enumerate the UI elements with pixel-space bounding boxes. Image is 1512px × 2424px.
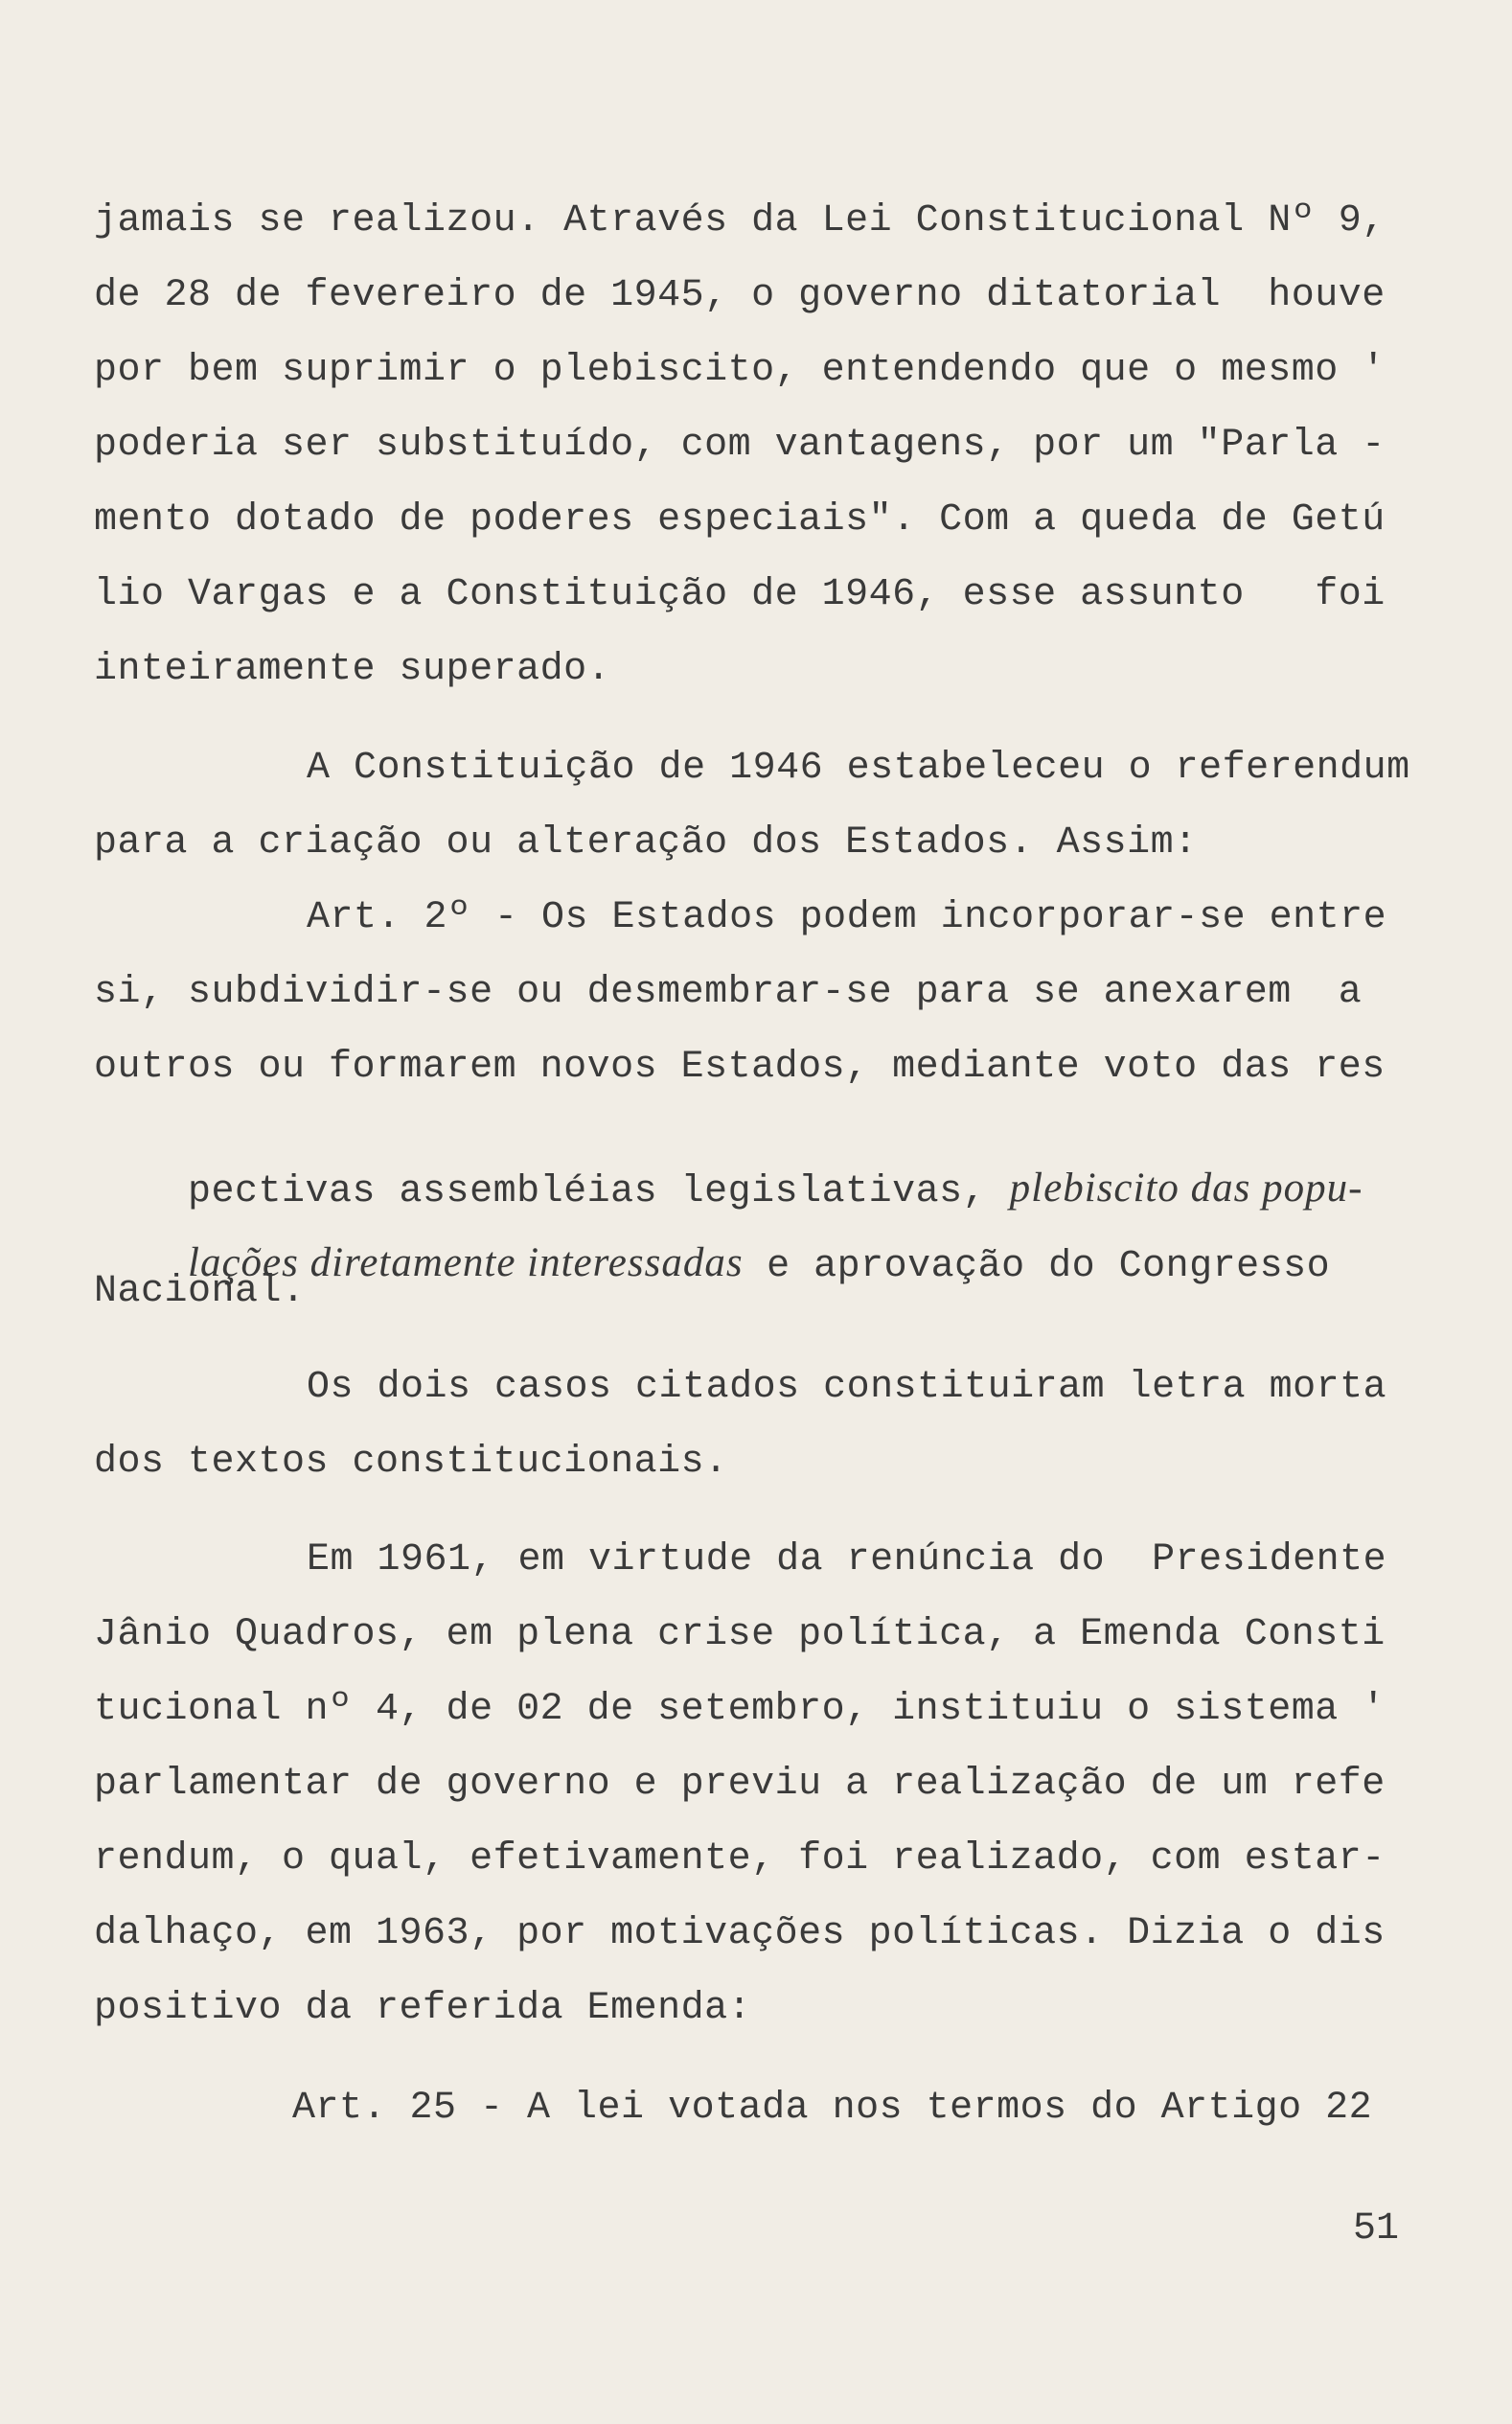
text-line: positivo da referida Emenda:: [94, 1987, 752, 2030]
text-line: Nacional.: [94, 1270, 306, 1313]
text-span: pectivas assembléias legislativas,: [188, 1170, 1010, 1213]
text-line: inteiramente superado.: [94, 648, 611, 691]
text-line: rendum, o qual, efetivamente, foi realizado, com estar-: [94, 1837, 1386, 1881]
text-line: Os dois casos citados constituiram letra morta: [307, 1366, 1387, 1409]
text-span: e aprovação do Congresso: [767, 1245, 1331, 1288]
text-line: Jânio Quadros, em plena crise política, a Emenda Consti: [94, 1613, 1386, 1656]
text-line: Art. 2º - Os Estados podem incorporar-se entre: [307, 896, 1387, 939]
text-line: A Constituição de 1946 estabeleceu o referendum: [307, 747, 1410, 790]
text-line: mento dotado de poderes especiais". Com a queda de Getú: [94, 498, 1386, 542]
text-line: de 28 de fevereiro de 1945, o governo ditatorial houve: [94, 274, 1386, 317]
text-line: jamais se realizou. Através da Lei Constitucional Nº 9,: [94, 199, 1386, 242]
text-line: Art. 25 - A lei votada nos termos do Artigo 22: [292, 2087, 1373, 2130]
text-line: parlamentar de governo e previu a realização de um refe: [94, 1763, 1386, 1806]
text-line: tucional nº 4, de 02 de setembro, instituiu o sistema ': [94, 1688, 1386, 1731]
text-line: para a criação ou alteração dos Estados. Assim:: [94, 821, 1198, 865]
text-line: dalhaço, em 1963, por motivações políticas. Dizia o dis: [94, 1912, 1386, 1955]
text-line: dos textos constitucionais.: [94, 1441, 728, 1484]
text-line: outros ou formarem novos Estados, mediante voto das res: [94, 1046, 1386, 1089]
text-line: Em 1961, em virtude da renúncia do Presidente: [307, 1538, 1387, 1581]
italic-span: lações diretamente interessadas: [188, 1240, 744, 1285]
page-number: 51: [1353, 2207, 1400, 2251]
text-line: lio Vargas e a Constituição de 1946, esse assunto foi: [94, 573, 1386, 616]
italic-span: plebiscito das popu-: [1009, 1166, 1363, 1211]
text-line: si, subdividir-se ou desmembrar-se para se anexarem a: [94, 971, 1363, 1014]
text-line: por bem suprimir o plebiscito, entendendo que o mesmo ': [94, 349, 1386, 392]
text-line: poderia ser substituído, com vantagens, por um "Parla -: [94, 424, 1386, 467]
